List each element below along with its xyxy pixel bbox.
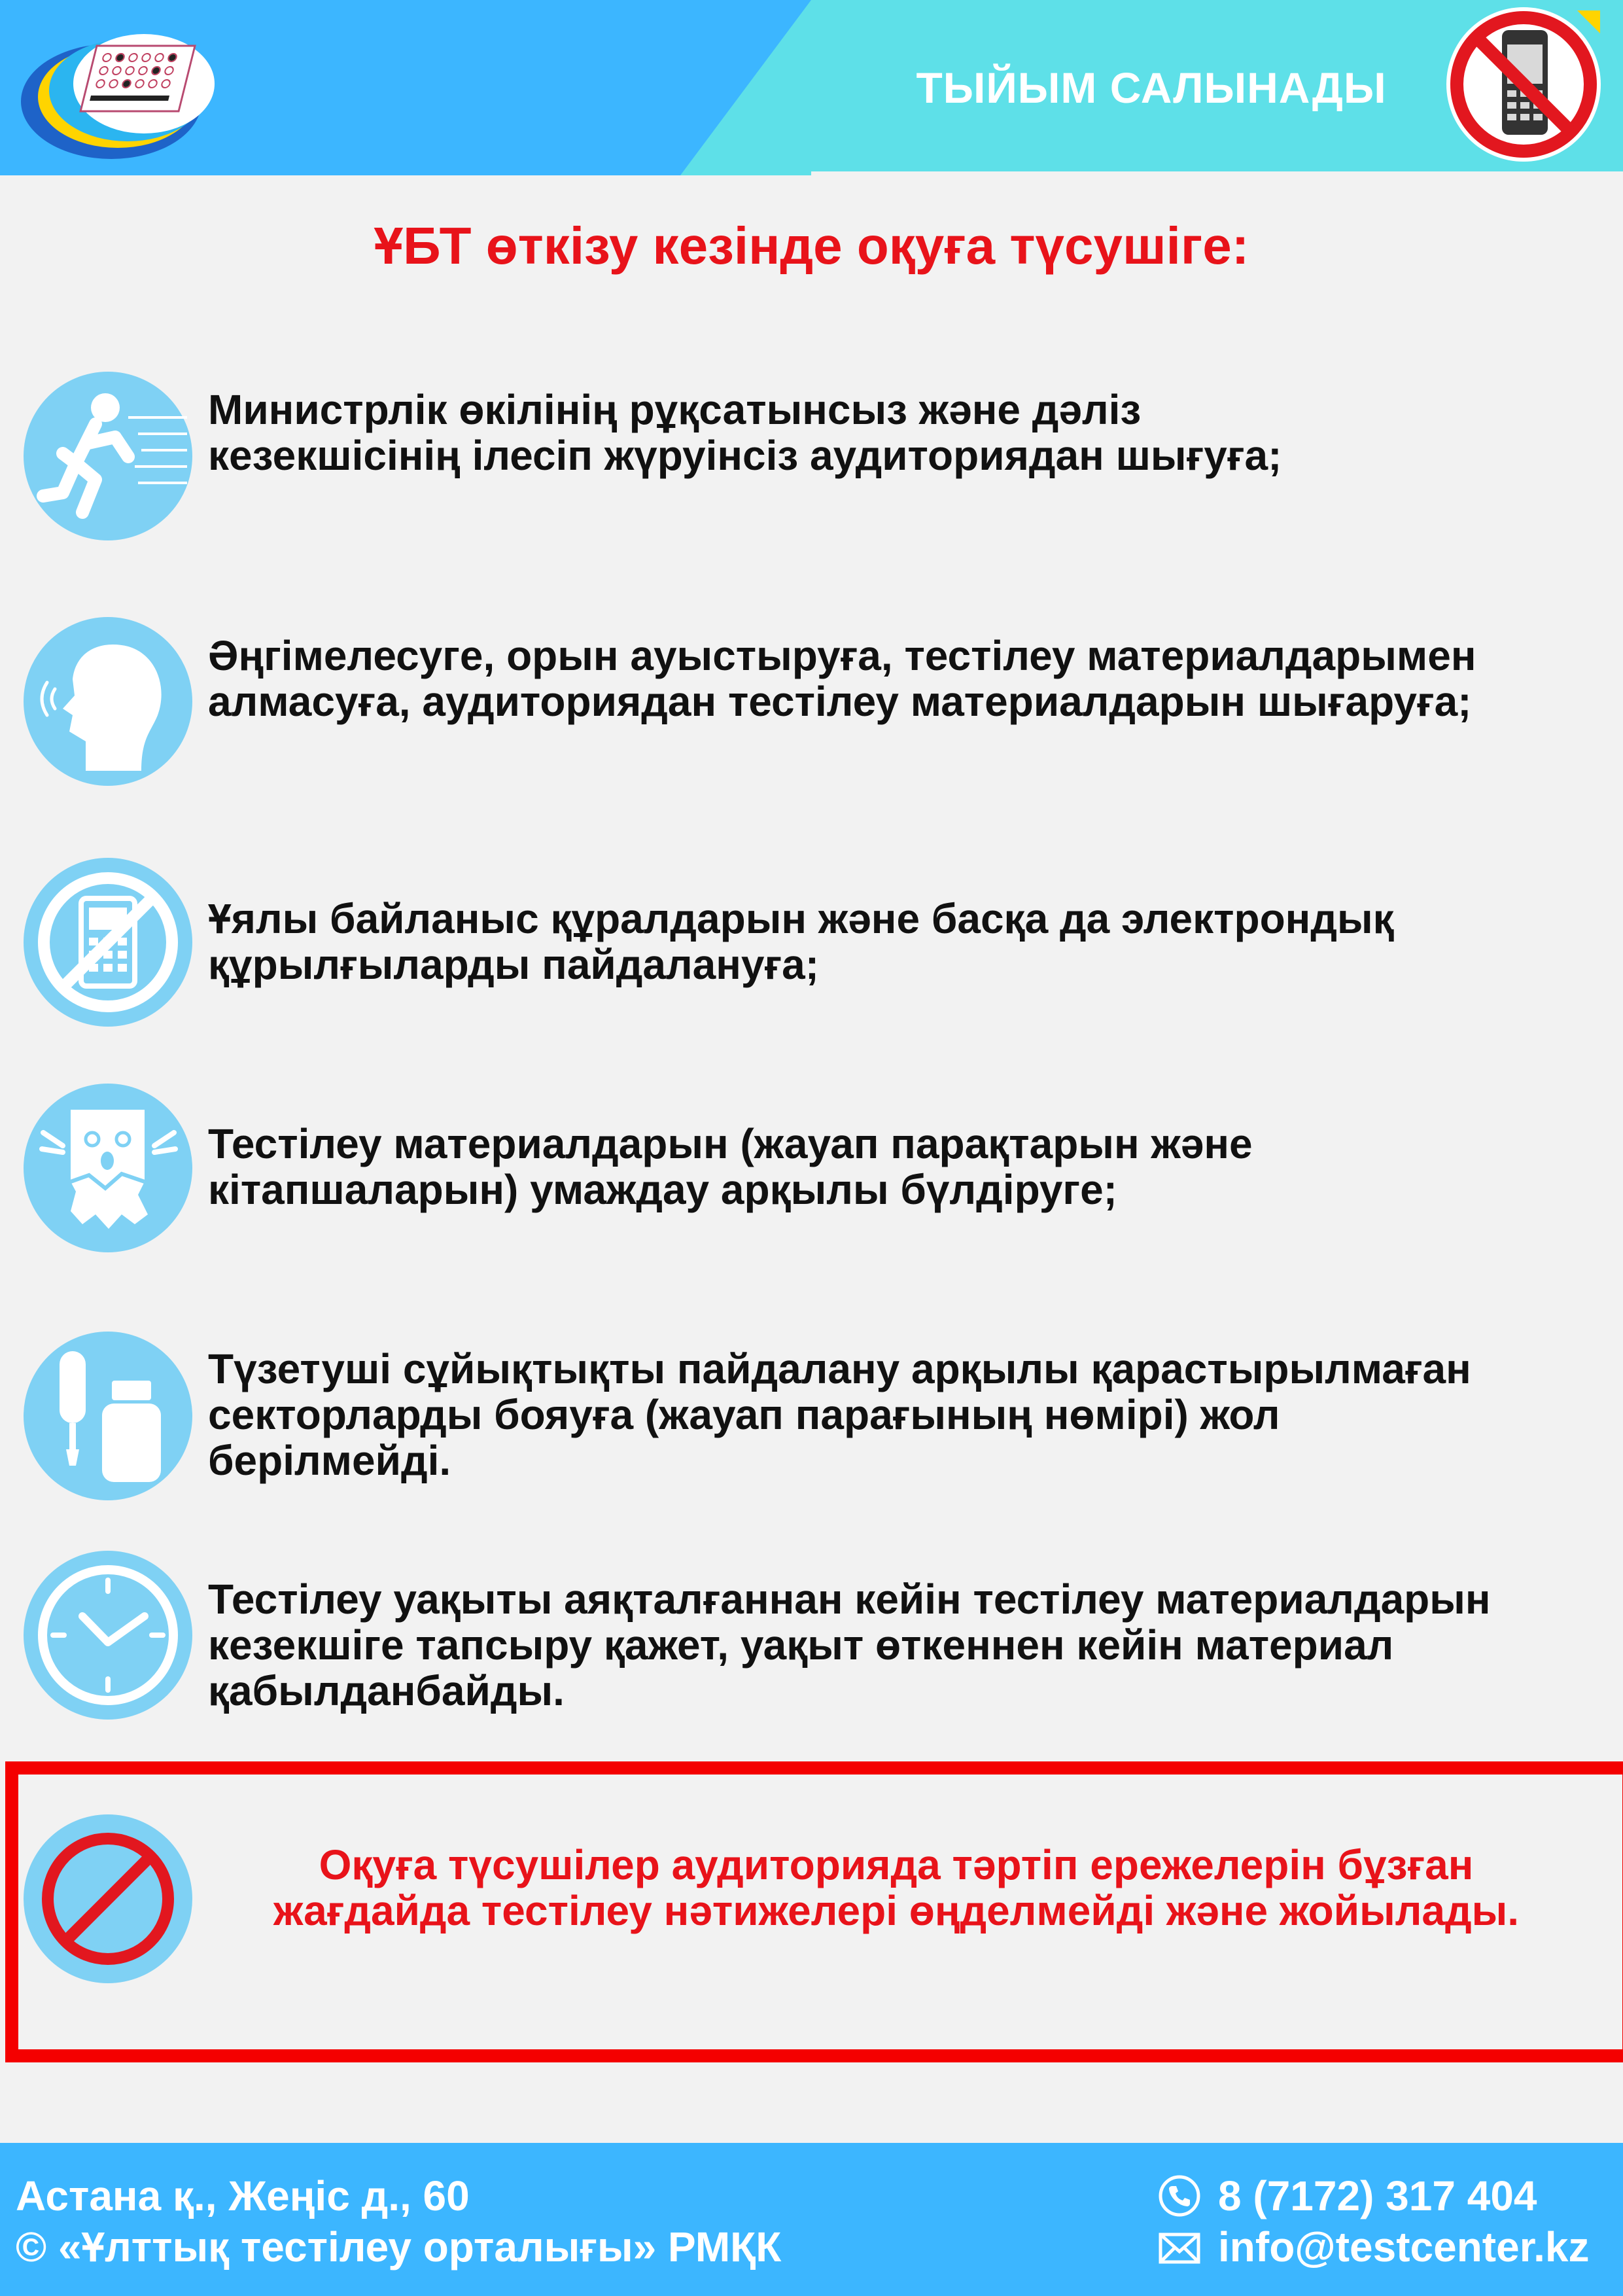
footer-address: Астана қ., Жеңіс д., 60 [16,2172,470,2219]
warning-text: Оқуға түсушілер аудиторияда тәртіп ережелерін бұзған жағдайда тестілеу нәтижелері өңделмейді және жойылады. [273,1841,1520,1934]
prohibited-icon [24,1814,192,1983]
running-person-icon [24,372,192,540]
rule-correction-fluid: Түзетуші сұйықтықты пайдалану арқылы қарастырылмаған секторларды бояуға (жауап парағының нөмірі) жол берілмейді. [208,1345,1471,1484]
no-calculator-icon [24,858,192,1027]
talking-head-icon [24,617,192,786]
header-title: ТЫЙЫМ САЛЫНАДЫ [916,63,1387,112]
rule-leave-room: Министрлік өкілінің рұқсатынсыз және дәліз кезекшісінің ілесіп жүруінсіз аудиториядан шығуға; [208,386,1282,479]
rule-damage-materials: Тестілеу материалдарын (жауап парақтарын және кітапшаларын) умаждау арқылы бүлдіруге; [208,1120,1253,1213]
rule-time-over: Тестілеу уақыты аяқталғаннан кейін тестілеу материалдарын кезекшіге тапсыру қажет, уақыт өткеннен кейін материал қабылданбайды. [208,1576,1491,1714]
clock-icon [24,1551,192,1720]
torn-paper-icon [24,1084,192,1252]
footer-email[interactable]: info@testcenter.kz [1218,2223,1590,2270]
page-title: ҰБТ өткізу кезінде оқуға түсушіге: [374,217,1249,275]
footer-phone[interactable]: 8 (7172) 317 404 [1218,2172,1537,2219]
rule-electronic-devices: Ұялы байланыс құралдарын және басқа да электрондық құрылғыларды пайдалануға; [208,895,1394,988]
footer [0,2143,1623,2296]
no-phone-icon [1443,4,1604,165]
email-icon [1158,2227,1201,2270]
correction-fluid-icon [24,1332,192,1500]
phone-icon [1158,2174,1201,2217]
rule-talking-exchange: Әңгімелесуге, орын ауыстыруға, тестілеу материалдарымен алмасуға, аудиториядан тестілеу материалдарын шығаруға; [208,632,1476,725]
header-divider [811,171,1623,175]
test-center-logo-icon [20,20,216,160]
footer-copyright: © «Ұлттық тестілеу орталығы» РМҚК [16,2223,782,2270]
header-banner [0,0,1623,175]
